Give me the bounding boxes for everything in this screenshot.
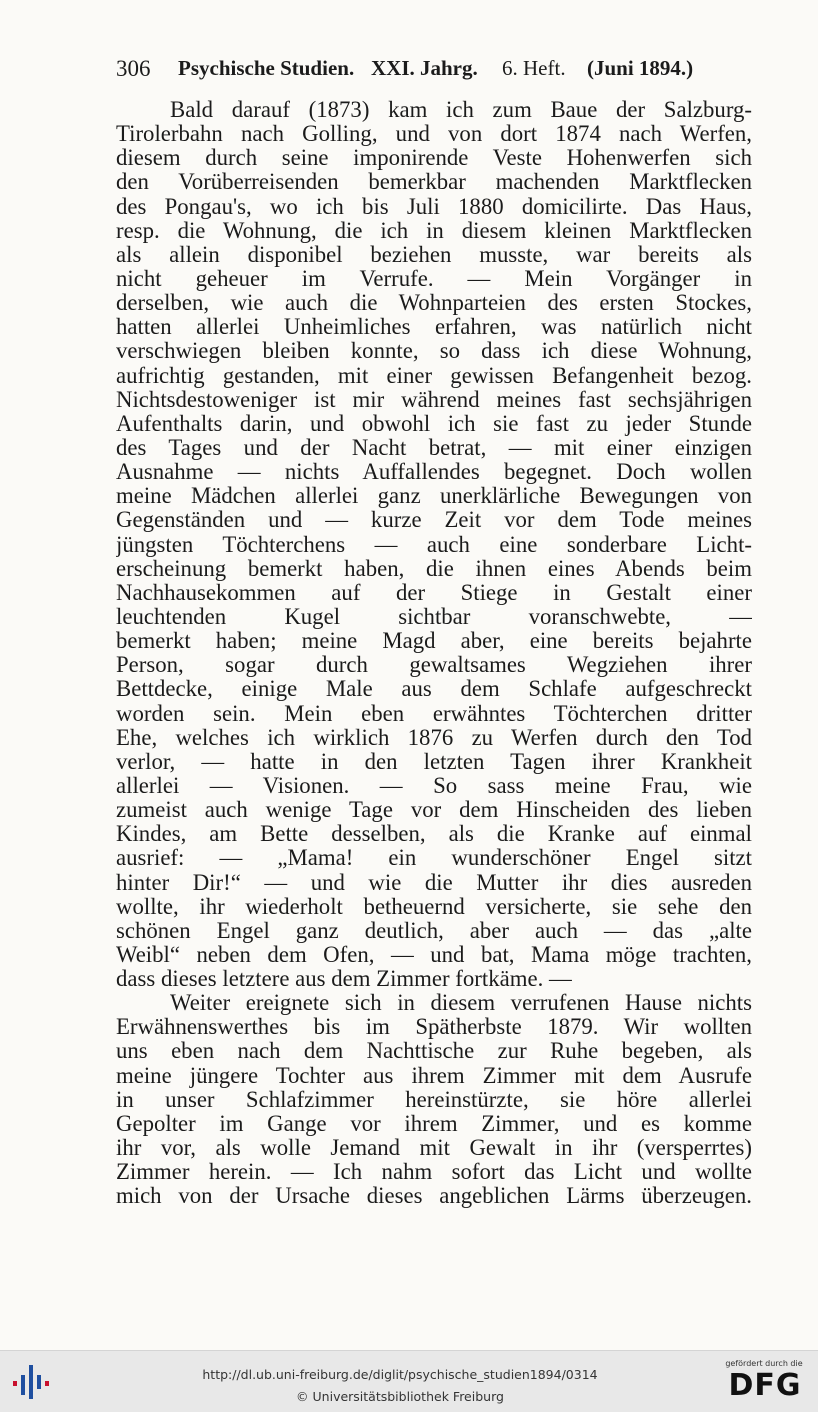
text-line: Person, sogar durch gewaltsames Wegziehen ihrer <box>116 653 752 678</box>
text-line: Ausnahme — nichts Auffallendes begegnet. Doch wollen <box>116 460 752 485</box>
text-line: in unser Schlafzimmer hereinstürzte, sie höre allerlei <box>116 1087 752 1112</box>
text-line: des Pongau's, wo ich bis Juli 1880 domicilirte. Das Haus, <box>116 194 752 219</box>
text-line: hatten allerlei Unheimliches erfahren, was natürlich nicht <box>116 315 752 340</box>
text-line: meine Mädchen allerlei ganz unerklärliche Bewegungen von <box>116 484 752 509</box>
dfg-funding-note: gefördert durch die <box>725 1359 803 1368</box>
text-line: Weibl“ neben dem Ofen, — und bat, Mama möge trachten, <box>116 942 752 967</box>
text-line: als allein disponibel beziehen musste, war bereits als <box>116 242 752 267</box>
text-line: verschwiegen bleiben konnte, so dass ich diese Wohnung, <box>116 339 752 364</box>
body-text <box>116 98 752 1208</box>
text-line: bemerkt haben; meine Magd aber, eine bereits bejahrte <box>116 629 752 654</box>
text-line: ausrief: — „Mama! ein wunderschöner Engel sitzt <box>116 846 752 871</box>
text-line: jüngsten Töchterchens — auch eine sonderbare Licht- <box>116 532 752 557</box>
text-line: verlor, — hatte in den letzten Tagen ihrer Krankheit <box>116 749 752 774</box>
text-line: Nichtsdestoweniger ist mir während meines fast sechsjährigen <box>116 387 752 412</box>
text-line: leuchtenden Kugel sichtbar voranschwebte, — <box>116 604 752 629</box>
viewer-footer <box>0 1350 818 1412</box>
text-line: Kindes, am Bette desselben, als die Kranke auf einmal <box>116 822 752 847</box>
page-number: 306 <box>116 56 151 81</box>
text-line: meine jüngere Tochter aus ihrem Zimmer mit dem Ausrufe <box>116 1063 752 1088</box>
text-line: mich von der Ursache dieses angeblichen Lärms überzeugen. <box>116 1184 752 1209</box>
dfg-logo[interactable]: DFG <box>728 1368 802 1403</box>
text-line: aufrichtig gestanden, mit einer gewissen Befangenheit bezog. <box>116 363 752 388</box>
text-line: des Tages und der Nacht betrat, — mit einer einzigen <box>116 435 752 460</box>
text-line: resp. die Wohnung, die ich in diesem kleinen Marktflecken <box>116 218 752 243</box>
text-line: derselben, wie auch die Wohnparteien des ersten Stockes, <box>116 291 752 316</box>
text-line: Bald darauf (1873) kam ich zum Baue der Salzburg- <box>170 98 752 122</box>
text-line: Gepolter im Gange vor ihrem Zimmer, und es komme <box>116 1111 752 1136</box>
text-line: Gegenständen und — kurze Zeit vor dem Tode meines <box>116 508 752 533</box>
text-line: den Vorüberreisenden bemerkbar machenden Marktflecken <box>116 170 752 195</box>
issue-label: 6. Heft. <box>502 56 566 80</box>
text-line: Zimmer herein. — Ich nahm sofort das Licht und wollte <box>116 1160 752 1185</box>
text-line: uns eben nach dem Nachttische zur Ruhe begeben, als <box>116 1039 752 1064</box>
text-line: allerlei — Visionen. — So sass meine Frau, wie <box>116 773 752 798</box>
issue-date: (Juni 1894.) <box>587 56 694 80</box>
text-line: Weiter ereignete sich in diesem verrufenen Hause nichts <box>170 991 752 1016</box>
text-line: Nachhausekommen auf der Stiege in Gestalt einer <box>116 580 752 605</box>
text-line: nicht geheuer im Verrufe. — Mein Vorgänger in <box>116 266 752 291</box>
volume-label: XXI. Jahrg. <box>371 56 478 80</box>
text-line: Erwähnenswerthes bis im Spätherbste 1879. Wir wollten <box>116 1015 752 1040</box>
text-line: worden sein. Mein eben erwähntes Töchterchen dritter <box>116 701 752 726</box>
text-line: ihr vor, als wolle Jemand mit Gewalt in ihr (versperrtes) <box>116 1136 752 1161</box>
copyright-notice: © Universitätsbibliothek Freiburg <box>296 1389 504 1404</box>
text-line: diesem durch seine imponirende Veste Hohenwerfen sich <box>116 146 752 171</box>
journal-title: Psychische Studien. <box>178 56 355 80</box>
permalink-url[interactable]: http://dl.ub.uni-freiburg.de/diglit/psychische_studien1894/0314 <box>202 1367 598 1382</box>
ub-freiburg-logo-icon[interactable] <box>10 1361 52 1403</box>
text-line: hinter Dir!“ — und wie die Mutter ihr dies ausreden <box>116 870 752 895</box>
text-line: Ehe, welches ich wirklich 1876 zu Werfen durch den Tod <box>116 725 752 750</box>
text-line: Tirolerbahn nach Golling, und von dort 1874 nach Werfen, <box>116 122 752 147</box>
text-line: Aufenthalts darin, und obwohl ich sie fast zu jeder Stunde <box>116 411 752 436</box>
text-line: dass dieses letztere aus dem Zimmer fortkäme. — <box>116 967 572 992</box>
text-line: zumeist auch wenige Tage vor dem Hinscheiden des lieben <box>116 798 752 823</box>
text-line: Bettdecke, einige Male aus dem Schlafe aufgeschreckt <box>116 677 752 702</box>
text-line: wollte, ihr wiederholt betheuernd versicherte, sie sehe den <box>116 894 752 919</box>
running-header <box>116 56 756 86</box>
text-line: erscheinung bemerkt haben, die ihnen eines Abends beim <box>116 556 752 581</box>
text-line: schönen Engel ganz deutlich, aber auch — das „alte <box>116 918 752 943</box>
